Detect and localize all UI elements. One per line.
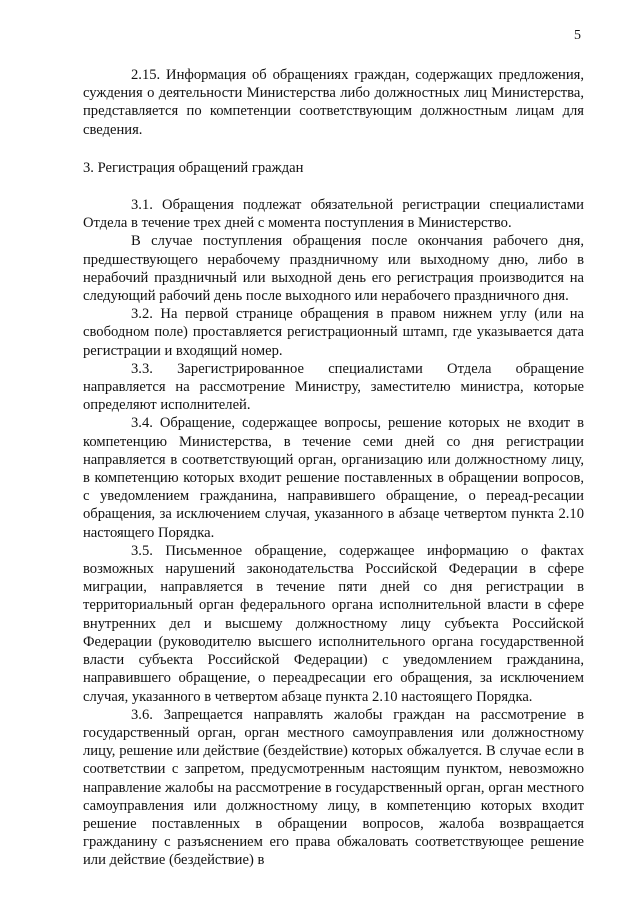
paragraph-2-15: 2.15. Информация об обращениях граждан, содержащих предложения, суждения о деятельности Министерства либо должностных лиц Министерства, представляется по компетенции соответствующим должностным лицам для сведения. <box>83 67 584 138</box>
paragraph-3-4: 3.4. Обращение, содержащее вопросы, решение которых не входит в компетенцию Министерства, в течение семи дней со дня регистрации направляется в соответствующий орган, организацию или должностному лицу, в компетенцию которых входит решение поставленных в обращении вопросов, с уведомлением гражданина, направившего обращение, о переад-ресации обращения, за исключением случая, указанного в абзаце четвертом пункта 2.10 настоящего Порядка. <box>83 415 584 541</box>
paragraph-3-1: 3.1. Обращения подлежат обязательной регистрации специалистами Отдела в течение трех дней с момента поступления в Министерство. <box>83 197 584 232</box>
paragraph-3-2: 3.2. На первой странице обращения в правом нижнем углу (или на свободном поле) проставляется регистрационный штамп, где указывается дата регистрации и входящий номер. <box>83 306 584 359</box>
document-body <box>83 66 584 870</box>
paragraph-3-6: 3.6. Запрещается направлять жалобы граждан на рассмотрение в государственный орган, орган местного самоуправления или должностному лицу, решение или действие (бездействие) которых обжалуется. В случае если в соответствии с запретом, предусмотренным настоящим пунктом, невозможно направление жалобы на рассмотрение в государственный орган, орган местного самоуправления или должностному лицу, в компетенцию которых входит решение поставленных в обращении вопросов, жалоба возвращается гражданину с разъяснением его права обжаловать соответствующее решение или действие (бездействие) в <box>83 706 584 869</box>
section-heading: 3. Регистрация обращений граждан <box>83 159 304 176</box>
paragraph-3-5: 3.5. Письменное обращение, содержащее информацию о фактах возможных нарушений законодательства Российской Федерации в сфере миграции, направляется в течение пяти дней со дня регистрации в территориальный орган федерального органа исполнительной власти в сфере внутренних дел и высшему должностному лицу субъекта Российской Федерации (руководителю высшего исполнительного органа государственной власти субъекта Российской Федерации) с уведомлением гражданина, направившего обращение, о переадресации его обращения, за исключением случая, указанного в четвертом абзаце пункта 2.10 настоящего Порядка. <box>83 542 584 705</box>
paragraph-3-1-holiday: В случае поступления обращения после окончания рабочего дня, предшествующего нерабочему праздничному или выходному дню, либо в нерабочий праздничный или выходной день его регистрация производится на следующий рабочий день после выходного или нерабочего праздничного дня. <box>83 233 584 305</box>
paragraph-3-3: 3.3. Зарегистрированное специалистами Отдела обращение направляется на рассмотрение Министру, заместителю министра, которые определяют исполнителей. <box>83 360 584 414</box>
page-number: 5 <box>574 28 581 43</box>
